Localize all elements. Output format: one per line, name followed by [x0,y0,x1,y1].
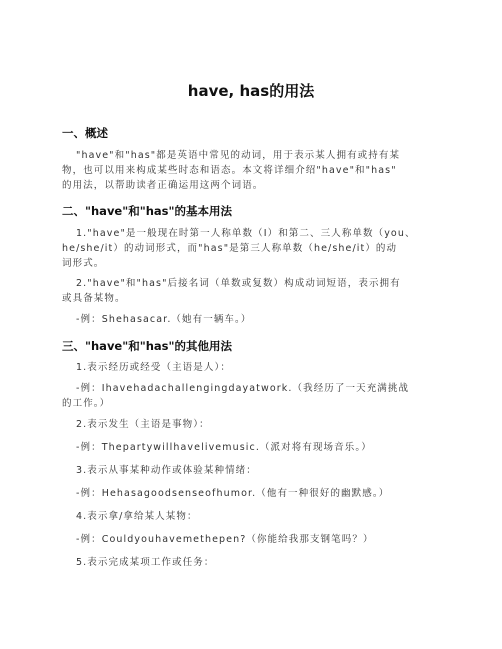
section-heading-basic-usage: 二、"have"和"has"的基本用法 [62,204,233,218]
text-line: 1."have"是一般现在时第一人称单数（I）和第二、三人称单数（you、 [76,228,416,239]
text-line: 词形式。 [62,258,105,269]
example-3 [62,486,442,501]
text-line: 或具备某物。 [62,293,126,304]
text-line: 2."have"和"has"后接名词（单数或复数）构成动词短语，表示拥有 [76,278,401,289]
text-line: -例：Thepartywillhavelivemusic.（派对将有现场音乐。） [76,442,372,453]
text-line: -例：Shehasacar.（她有一辆车。） [76,314,252,325]
item-5 [62,555,442,570]
item-2 [62,417,442,432]
text-line: 4.表示拿/拿给某人某物： [76,511,198,522]
text-line: 的工作。） [62,398,111,409]
item-3 [62,463,442,478]
example-1 [62,381,442,411]
text-line: 的用法，以帮助读者正确运用这两个词语。 [62,180,264,191]
document-title: have, has的用法 [187,82,315,100]
text-line: "have"和"has"都是英语中常见的动词，用于表示某人拥有或持有某 [76,150,401,161]
paragraph-overview [62,148,442,193]
text-line: 3.表示从事某种动作或体验某种情绪： [76,465,257,476]
paragraph-basic-2 [62,276,442,306]
text-line: 1.表示经历或经受（主语是人）： [76,362,231,373]
section-heading-other-usage: 三、"have"和"has"的其他用法 [62,339,233,353]
paragraph-basic-1 [62,226,442,271]
text-line: 5.表示完成某项工作或任务： [76,557,215,568]
example-basic [62,312,442,327]
text-line: he/she/it）的动词形式，而"has"是第三人称单数（he/she/it）的动 [62,243,398,254]
section-heading-overview: 一、概述 [62,126,108,140]
text-line: -例：Hehasagoodsenseofhumor.（他有一种很好的幽默感。） [76,488,390,499]
example-4 [62,532,442,547]
text-line: -例：Couldyouhavemethepen?（你能给我那支钢笔吗？） [76,534,374,545]
text-line: -例：Ihavehadachallengingdayatwork.（我经历了一天充满挑战 [76,383,410,394]
item-4 [62,509,442,524]
example-2 [62,440,442,455]
text-line: 物，也可以用来构成某些时态和语态。本文将详细介绍"have"和"has" [62,165,397,176]
text-line: 2.表示发生（主语是事物）： [76,419,210,430]
item-1 [62,360,442,375]
